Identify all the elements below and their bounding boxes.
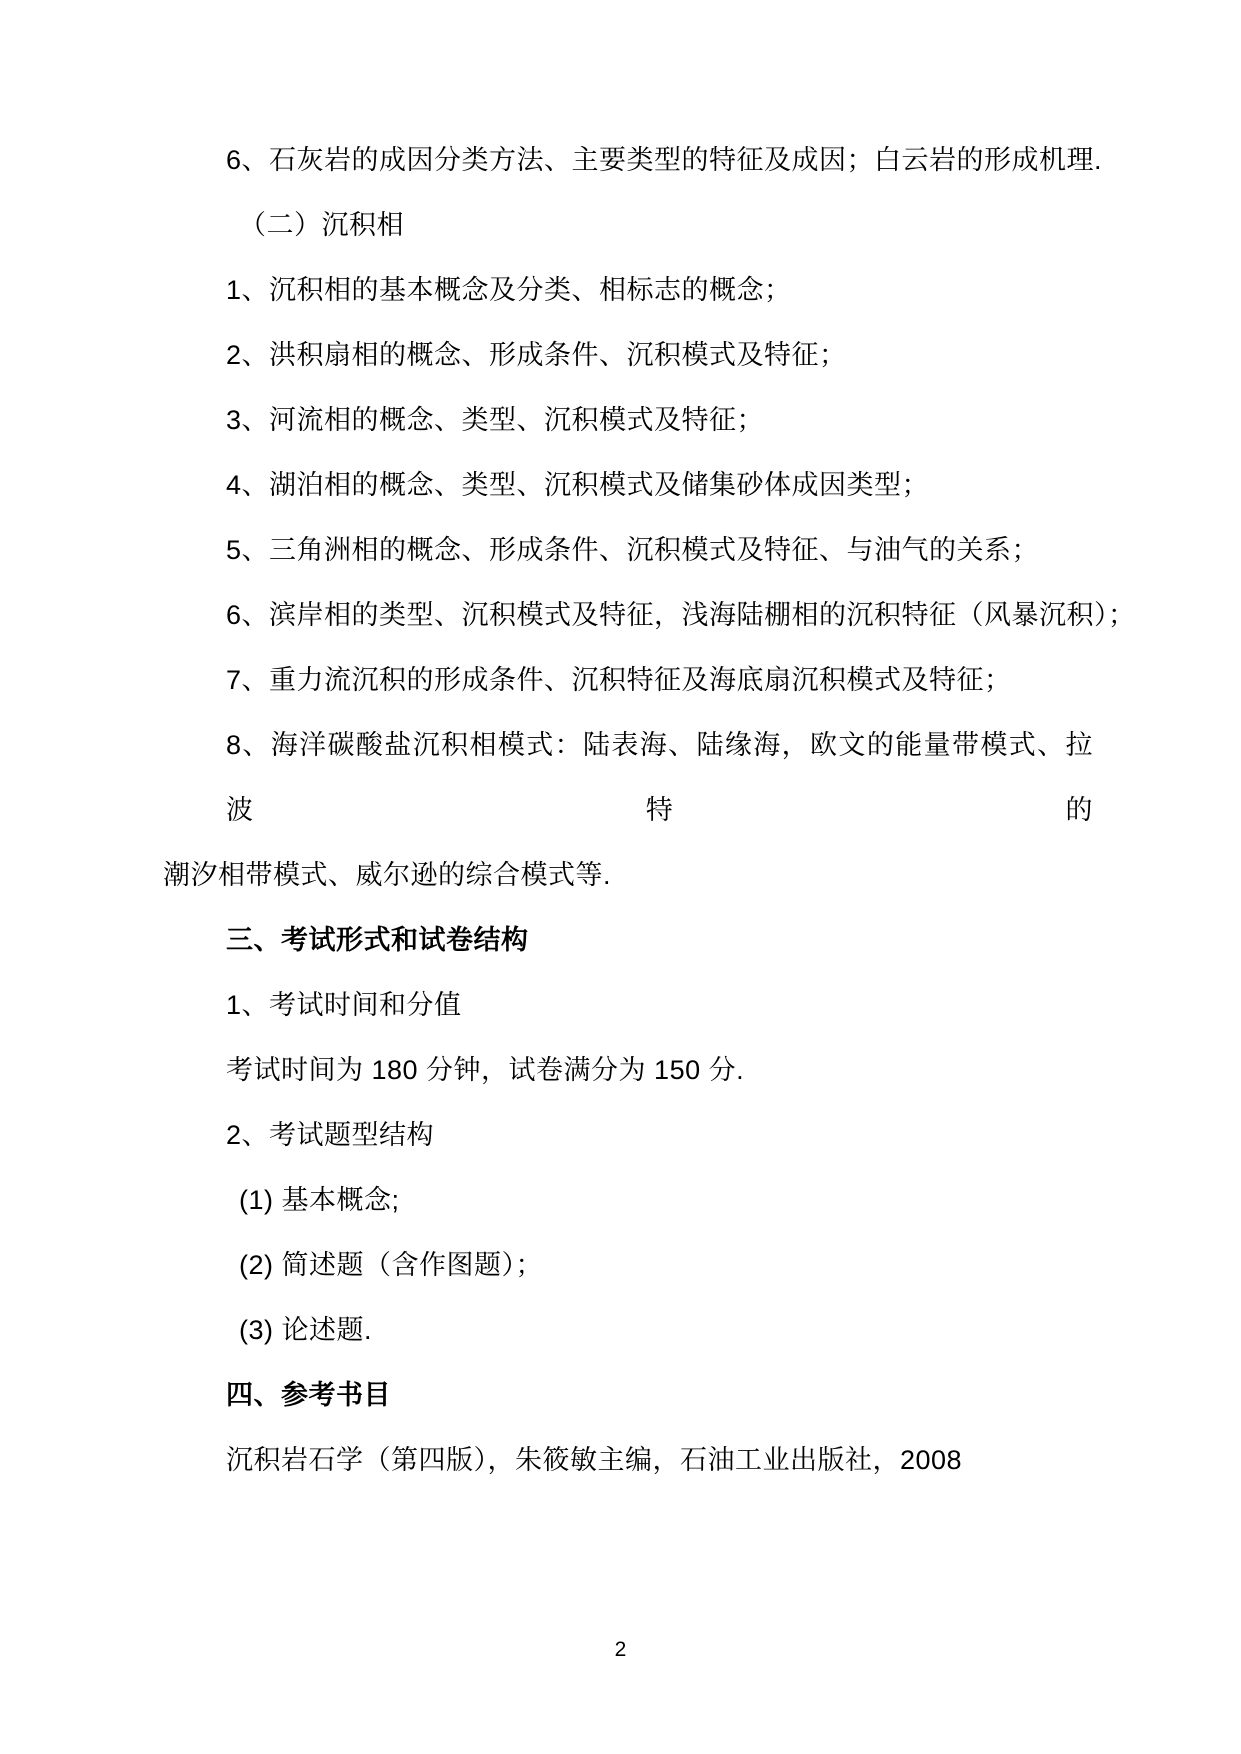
paragraph-delta-facies: 5、三角洲相的概念、形成条件、沉积模式及特征、与油气的关系；	[226, 535, 1040, 565]
list-item-basic-concepts: (1) 基本概念;	[239, 1185, 400, 1215]
paragraph-shore-facies: 6、滨岸相的类型、沉积模式及特征，浅海陆棚相的沉积特征（风暴沉积）；	[226, 600, 1136, 630]
paragraph-lacustrine-facies: 4、湖泊相的概念、类型、沉积模式及储集砂体成因类型；	[226, 470, 930, 500]
paragraph-reference-book: 沉积岩石学（第四版），朱筱敏主编，石油工业出版社，2008	[226, 1445, 963, 1475]
paragraph-exam-time-heading: 1、考试时间和分值	[226, 990, 462, 1020]
section-heading-sedimentary-facies: （二）沉积相	[239, 210, 404, 240]
paragraph-fluvial-facies: 3、河流相的概念、类型、沉积模式及特征；	[226, 405, 765, 435]
paragraph-carbonate-models-line1: 8、海洋碳酸盐沉积相模式：陆表海、陆缘海，欧文的能量带模式、拉波特的	[226, 730, 1093, 825]
paragraph-facies-concept: 1、沉积相的基本概念及分类、相标志的概念；	[226, 275, 792, 305]
paragraph-question-structure: 2、考试题型结构	[226, 1120, 435, 1150]
paragraph-carbonate-models-line2: 潮汐相带模式、威尔逊的综合模式等.	[163, 860, 612, 890]
list-item-short-answer: (2) 简述题（含作图题）；	[239, 1250, 543, 1280]
document-body	[163, 128, 1136, 1493]
section-heading-references: 四、参考书目	[226, 1380, 391, 1410]
paragraph-alluvial-fan: 2、洪积扇相的概念、形成条件、沉积模式及特征；	[226, 340, 847, 370]
list-item-essay: (3) 论述题.	[239, 1315, 373, 1345]
section-heading-exam-format: 三、考试形式和试卷结构	[226, 925, 529, 955]
paragraph-gravity-flow: 7、重力流沉积的形成条件、沉积特征及海底扇沉积模式及特征；	[226, 665, 1012, 695]
paragraph-exam-time-value: 考试时间为 180 分钟，试卷满分为 150 分.	[226, 1055, 745, 1085]
page-number: 2	[614, 1638, 627, 1661]
paragraph-limestone-genesis: 6、石灰岩的成因分类方法、主要类型的特征及成因；白云岩的形成机理.	[226, 145, 1103, 175]
